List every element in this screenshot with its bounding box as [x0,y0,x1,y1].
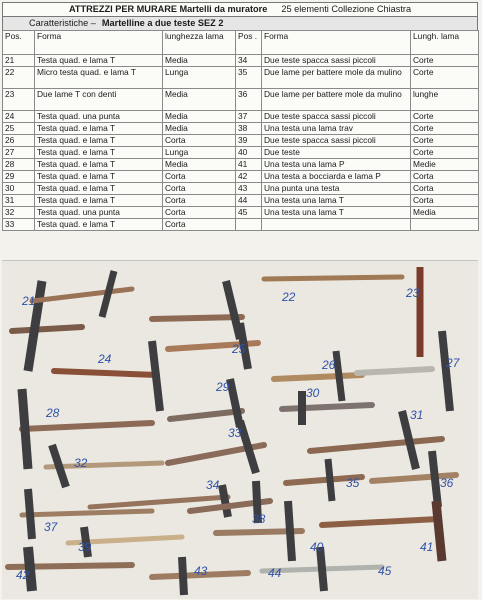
hammer-handle [357,369,432,373]
lunghezza-cell: Media [163,159,236,171]
pos-cell-right [236,219,262,231]
forma-cell: Testa quad. e lama T [35,183,163,195]
pos-cell-right: 38 [236,123,262,135]
hammers-photo [2,260,478,599]
table-row [3,183,479,195]
hammer-handle [274,375,362,379]
lungh-cell-right: lunghe [411,89,479,111]
pos-cell: 21 [3,55,35,67]
lunghezza-cell: Media [163,123,236,135]
lungh-cell-right: Corta [411,171,479,183]
pos-cell-right: 35 [236,67,262,89]
table-row [3,195,479,207]
hammer-number-label: 43 [194,564,208,578]
lungh-cell-right: Corte [411,147,479,159]
pos-cell: 27 [3,147,35,159]
lunghezza-cell: Corta [163,207,236,219]
title-right: 25 elementi Collezione Chiastra [281,4,412,14]
pos-cell-right: 36 [236,89,262,111]
table-row [3,55,479,67]
forma-cell: Testa quad. e lama T [35,159,163,171]
pos-cell-right: 34 [236,55,262,67]
forma-cell-right: Due lame per battere mole da mulino [262,67,411,89]
hammer-head [22,389,28,469]
hammer-number-label: 27 [446,356,460,370]
forma-cell-right: Due teste spacca sassi piccoli [262,55,411,67]
hammer-number-label: 40 [310,540,324,554]
hammers-photo-drawing [2,261,478,599]
forma-cell: Testa quad. una punta [35,111,163,123]
lungh-cell-right: Corte [411,123,479,135]
pos-cell-right: 44 [236,195,262,207]
hammer-head [288,501,292,561]
lungh-cell-right: Media [411,207,479,219]
hammer-handle [264,277,402,279]
header-forma-right: Forma [262,31,411,55]
hammer-number-label: 42 [16,568,30,582]
table-row [3,67,479,89]
pos-cell: 23 [3,89,35,111]
table-row [3,207,479,219]
hammer-table [2,30,479,231]
pos-cell-right: 37 [236,111,262,123]
lungh-cell-right: Corte [411,55,479,67]
pos-cell: 26 [3,135,35,147]
pos-cell: 28 [3,159,35,171]
pos-cell: 33 [3,219,35,231]
table-row [3,135,479,147]
forma-cell-right: Due teste spacca sassi piccoli [262,135,411,147]
hammer-number-label: 21 [22,294,36,308]
pos-cell-right: 45 [236,207,262,219]
forma-cell-right: Una punta una testa [262,183,411,195]
hammer-number-label: 23 [406,286,420,300]
forma-cell: Testa quad. e lama T [35,135,163,147]
forma-cell: Testa quad. e lama T [35,219,163,231]
hammer-handle [12,327,82,331]
hammer-head [28,489,32,539]
hammer-number-label: 33 [228,426,242,440]
sheet-title [2,2,478,16]
lunghezza-cell: Corta [163,219,236,231]
pos-cell-right: 41 [236,159,262,171]
forma-cell: Testa quad. e lama T [35,147,163,159]
subtitle-left: Caratteristiche – [29,18,96,28]
header-pos: Pos. [3,31,35,55]
title-bold: ATTREZZI PER MURARE Martelli da muratore [68,4,268,14]
pos-cell: 22 [3,67,35,89]
lungh-cell-right: Corte [411,111,479,123]
hammer-head [182,557,184,595]
forma-cell-right [262,219,411,231]
table-header-row [3,31,479,55]
hammer-number-label: 34 [206,478,220,492]
hammer-number-label: 22 [282,290,296,304]
hammer-handle [54,371,157,375]
hammer-table-body [3,31,479,231]
table-row [3,123,479,135]
hammer-number-label: 30 [306,386,320,400]
forma-cell-right: Una testa una lama trav [262,123,411,135]
hammer-number-label: 31 [410,408,424,422]
table-row [3,159,479,171]
pos-cell: 24 [3,111,35,123]
forma-cell-right: Una testa una lama T [262,207,411,219]
forma-cell-right: Due teste spacca sassi piccoli [262,111,411,123]
hammer-number-label: 35 [346,476,360,490]
pos-cell: 30 [3,183,35,195]
forma-cell-right: Due teste [262,147,411,159]
header-lunghezza: lunghezza lama [163,31,236,55]
hammer-number-label: 28 [46,406,60,420]
lunghezza-cell: Lunga [163,67,236,89]
table-row [3,219,479,231]
catalog-sheet [2,2,478,231]
hammer-number-label: 44 [268,566,282,580]
lungh-cell-right: Corte [411,135,479,147]
forma-cell: Testa quad. e lama T [35,171,163,183]
hammer-handle [282,405,372,409]
hammer-number-label: 25 [232,342,246,356]
lunghezza-cell: Media [163,111,236,123]
hammer-number-label: 41 [420,540,434,554]
lungh-cell-right: Corte [411,67,479,89]
forma-cell: Testa quad. e lama T [35,55,163,67]
pos-cell: 31 [3,195,35,207]
hammer-number-label: 37 [44,520,58,534]
hammer-number-label: 32 [74,456,88,470]
lunghezza-cell: Media [163,55,236,67]
lunghezza-cell: Media [163,89,236,111]
lungh-cell-right: Medie [411,159,479,171]
hammer-head [328,459,332,501]
table-row [3,171,479,183]
pos-cell: 29 [3,171,35,183]
hammer-number-label: 39 [78,540,92,554]
hammer-number-label: 29 [216,380,230,394]
hammer-number-label: 36 [440,476,454,490]
pos-cell-right: 40 [236,147,262,159]
hammer-number-label: 24 [98,352,112,366]
header-lungh-right: Lungh. lama [411,31,479,55]
hammer-number-label: 26 [322,358,336,372]
lunghezza-cell: Corta [163,195,236,207]
forma-cell: Micro testa quad. e lama T [35,67,163,89]
hammer-number-label: 38 [252,512,266,526]
forma-cell: Testa quad. e lama T [35,195,163,207]
forma-cell-right: Una testa una lama P [262,159,411,171]
hammer-handle [152,317,242,319]
table-row [3,147,479,159]
subtitle-bold: Martelline a due teste SEZ 2 [101,18,224,28]
lunghezza-cell: Corta [163,171,236,183]
forma-cell: Testa quad. una punta [35,207,163,219]
lunghezza-cell: Corta [163,183,236,195]
forma-cell-right: Una testa a bocciarda e lama P [262,171,411,183]
sheet-subtitle [2,16,478,30]
forma-cell: Testa quad. e lama T [35,123,163,135]
pos-cell-right: 39 [236,135,262,147]
lunghezza-cell: Lunga [163,147,236,159]
lungh-cell-right: Corta [411,183,479,195]
hammer-head [436,501,442,561]
pos-cell: 32 [3,207,35,219]
pos-cell-right: 43 [236,183,262,195]
pos-cell: 25 [3,123,35,135]
pos-cell-right: 42 [236,171,262,183]
forma-cell: Due lame T con denti [35,89,163,111]
table-row [3,111,479,123]
forma-cell-right: Una testa una lama T [262,195,411,207]
table-row [3,89,479,111]
header-pos-right: Pos . [236,31,262,55]
header-forma: Forma [35,31,163,55]
hammer-number-label: 45 [378,564,392,578]
lungh-cell-right: Corta [411,195,479,207]
lunghezza-cell: Corta [163,135,236,147]
forma-cell-right: Due lame per battere mole da mulino [262,89,411,111]
lungh-cell-right [411,219,479,231]
